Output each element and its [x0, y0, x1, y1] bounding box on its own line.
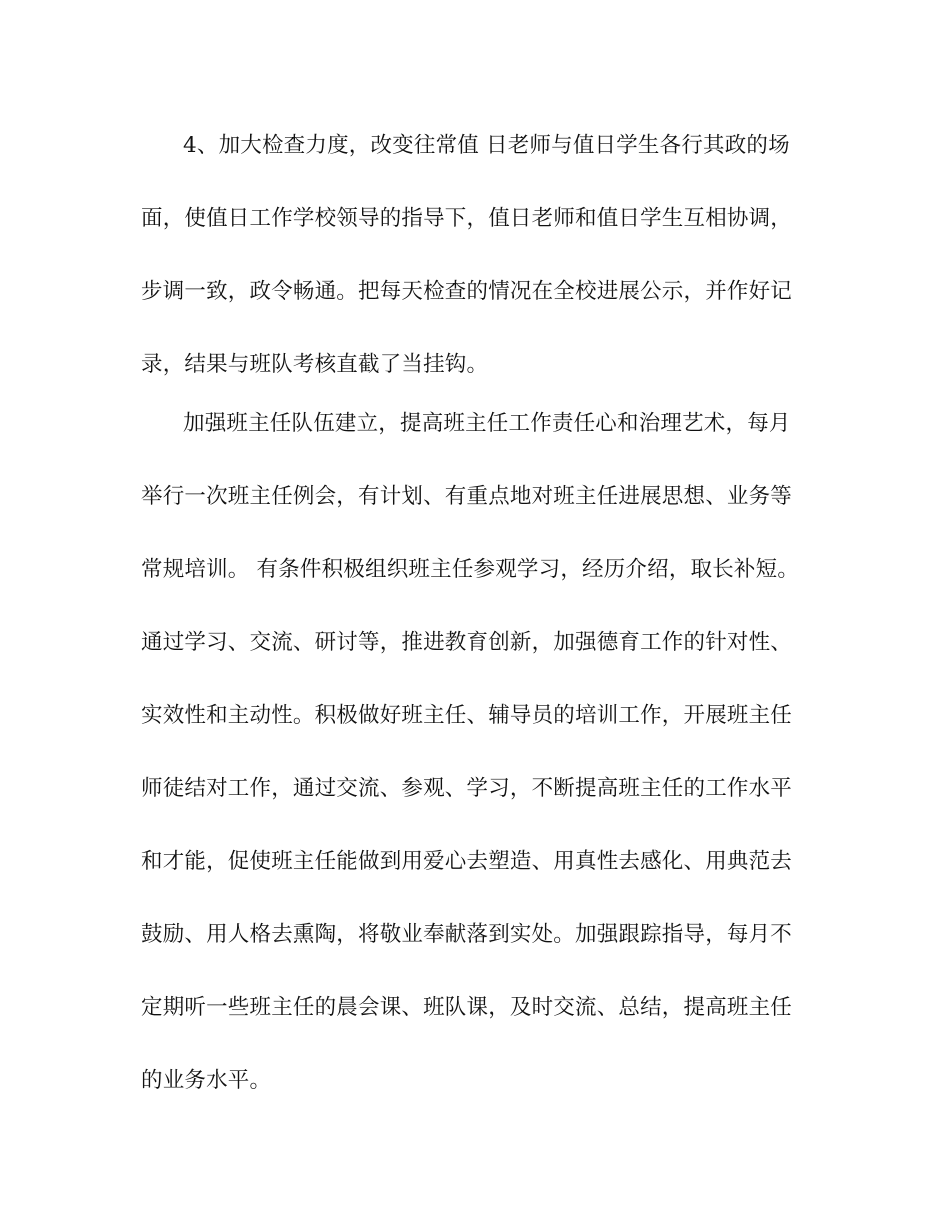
paragraph-2-line-8: 鼓励、用人格去熏陶，将敬业奉献落到实处。加强跟踪指导，每月不 [141, 922, 793, 947]
paragraph-2-line-3: 常规培训。 有条件积极组织班主任参观学习，经历介绍，取长补短。 [141, 557, 800, 582]
paragraph-1-line-4: 录，结果与班队考核直截了当挂钩。 [141, 352, 489, 377]
paragraph-2-line-4: 通过学习、交流、研讨等，推进教育创新，加强德育工作的针对性、 [141, 630, 793, 655]
paragraph-1-line-3: 步调一致，政令畅通。把每天检查的情况在全校进展公示，并作好记 [141, 279, 793, 304]
paragraph-2-line-9: 定期听一些班主任的晨会课、班队课，及时交流、总结，提高班主任 [141, 995, 793, 1020]
paragraph-2-line-6: 师徒结对工作，通过交流、参观、学习，不断提高班主任的工作水平 [141, 776, 793, 801]
paragraph-2-line-7: 和才能，促使班主任能做到用爱心去塑造、用真性去感化、用典范去 [141, 849, 793, 874]
paragraph-1-line-1: 4、加大检查力度，改变往常值 日老师与值日学生各行其政的场 [183, 133, 790, 158]
paragraph-2-line-5: 实效性和主动性。积极做好班主任、辅导员的培训工作，开展班主任 [141, 703, 793, 728]
paragraph-2-line-1: 加强班主任队伍建立，提高班主任工作责任心和治理艺术，每月 [183, 411, 791, 436]
paragraph-1-line-2: 面，使值日工作学校领导的指导下，值日老师和值日学生互相协调， [141, 206, 793, 231]
paragraph-2-line-2: 举行一次班主任例会，有计划、有重点地对班主任进展思想、业务等 [141, 484, 793, 509]
paragraph-2-line-10: 的业务水平。 [141, 1068, 272, 1093]
